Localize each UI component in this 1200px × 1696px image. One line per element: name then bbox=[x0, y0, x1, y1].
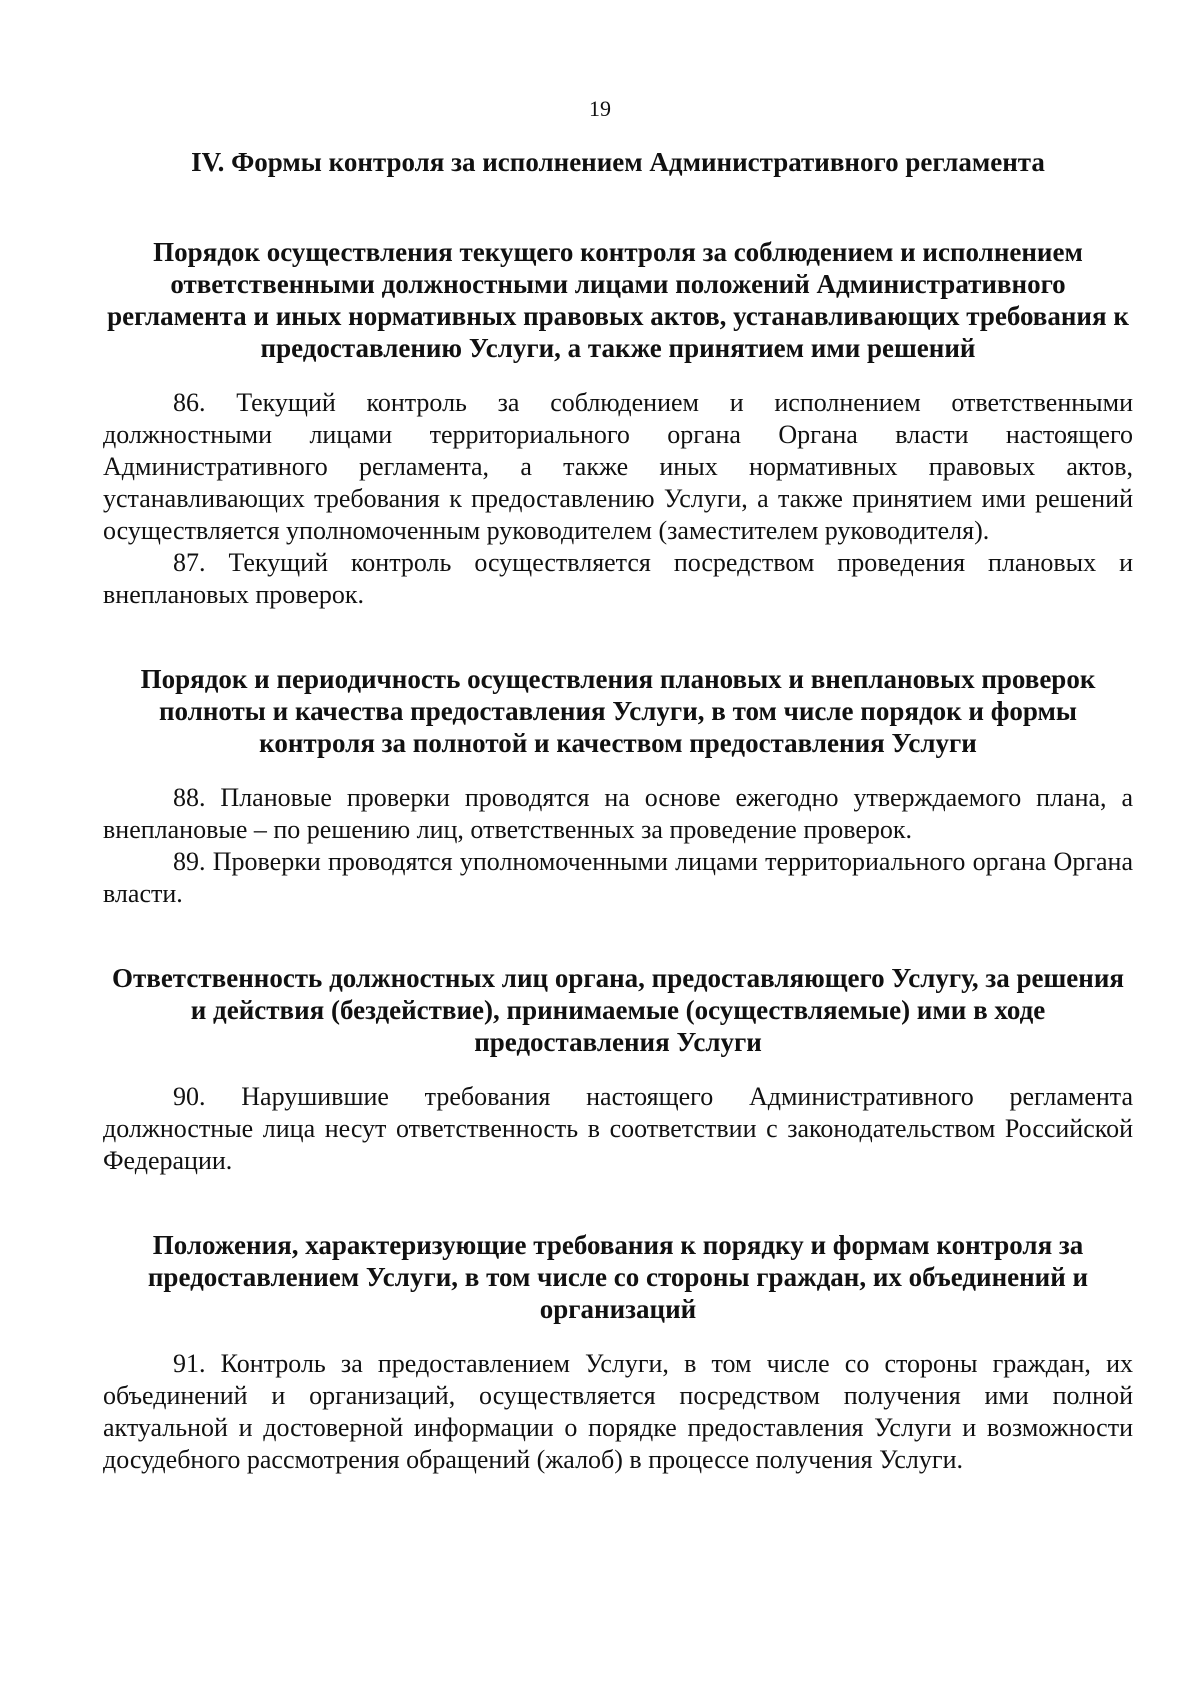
paragraph-88: 88. Плановые проверки проводятся на основе ежегодно утверждаемого плана, а внеплановые – по решению лиц, ответственных за проведение проверок. bbox=[103, 783, 1133, 844]
page-number: 19 bbox=[589, 96, 611, 121]
paragraph-89: 89. Проверки проводятся уполномоченными лицами территориального органа Органа власти. bbox=[103, 847, 1133, 908]
paragraph-91: 91. Контроль за предоставлением Услуги, в том числе со стороны граждан, их объединений и организаций, осуществляется посредством получения ими полной актуальной и достоверной информации о порядке предоставления Услуги и возможности досудебного рассмотрения обращений (жалоб) в процессе получения Услуги. bbox=[103, 1349, 1133, 1474]
paragraph-87: 87. Текущий контроль осуществляется посредством проведения плановых и внеплановых проверок. bbox=[103, 548, 1133, 609]
chapter-title: IV. Формы контроля за исполнением Административного регламента bbox=[191, 147, 1045, 177]
document-body bbox=[103, 146, 1133, 1476]
section-heading-current-control: Порядок осуществления текущего контроля за соблюдением и исполнением ответственными должностными лицами положений Административного регламента и иных нормативных правовых актов, устанавливающих требования к предоставлению Услуги, а также принятием ими решений bbox=[107, 237, 1129, 363]
section-heading-inspections: Порядок и периодичность осуществления плановых и внеплановых проверок полноты и качества предоставления Услуги, в том числе порядок и формы контроля за полнотой и качеством предоставления Услуги bbox=[140, 664, 1096, 758]
section-heading-public-control: Положения, характеризующие требования к порядку и формам контроля за предоставлением Услуги, в том числе со стороны граждан, их объединений и организаций bbox=[147, 1230, 1089, 1324]
paragraph-90: 90. Нарушившие требования настоящего Административного регламента должностные лица несут ответственность в соответствии с законодательством Российской Федерации. bbox=[103, 1082, 1133, 1175]
section-heading-responsibility: Ответственность должностных лиц органа, предоставляющего Услугу, за решения и действия (бездействие), принимаемые (осуществляемые) ими в ходе предоставления Услуги bbox=[111, 963, 1125, 1057]
paragraph-86: 86. Текущий контроль за соблюдением и исполнением ответственными должностными лицами территориального органа Органа власти настоящего Административного регламента, а также иных нормативных правовых актов, устанавливающих требования к предоставлению Услуги, а также принятием ими решений осуществляется уполномоченным руководителем (заместителем руководителя). bbox=[103, 388, 1133, 545]
